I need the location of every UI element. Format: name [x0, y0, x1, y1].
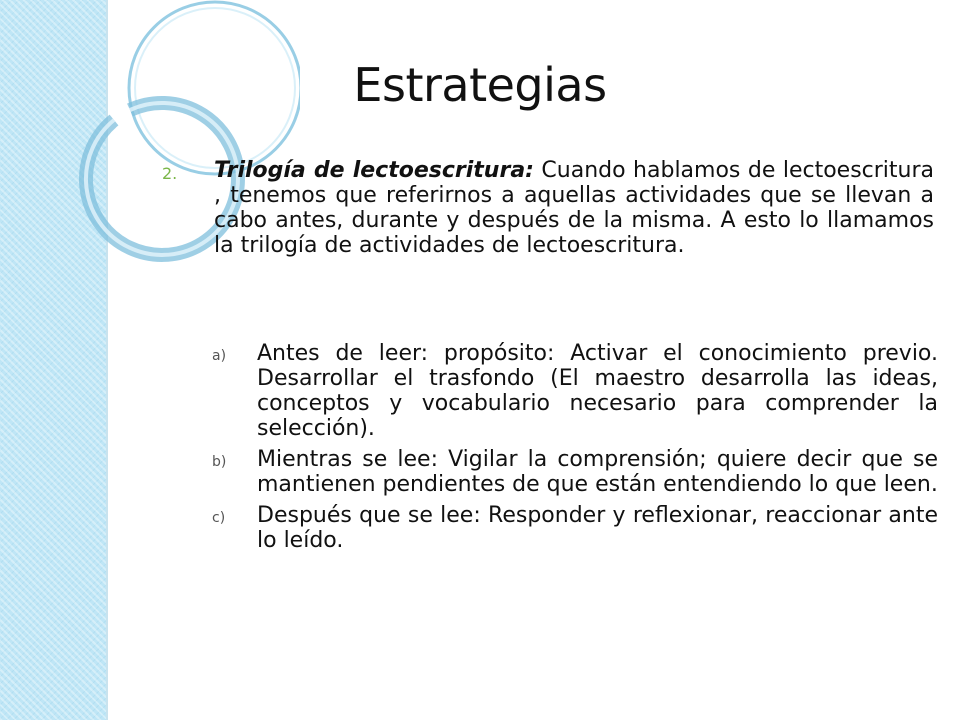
sub-list [212, 341, 938, 559]
sub-item [212, 503, 938, 553]
numbered-point [162, 158, 934, 258]
sub-item-marker: a) [212, 348, 227, 364]
point-number: 2. [162, 164, 178, 183]
sub-item-text: Antes de leer: propósito: Activar el conocimiento previo. Desarrollar el trasfondo (El maestro desarrolla las ideas, conceptos y vocabulario necesario para comprender la selección). [257, 341, 938, 441]
slide-title: Estrategias [353, 58, 607, 112]
sub-item [212, 447, 938, 497]
point-lead: Trilogía de lectoescritura: [214, 158, 534, 183]
sub-item-marker: b) [212, 454, 227, 470]
point-text [214, 158, 934, 258]
sub-item-text: Después que se lee: Responder y reflexionar, reaccionar ante lo leído. [257, 503, 938, 553]
sub-item-text: Mientras se lee: Vigilar la comprensión; quiere decir que se mantienen pendientes de que están entendiendo lo que leen. [257, 447, 938, 497]
sub-item [212, 341, 938, 441]
sub-item-marker: c) [212, 510, 226, 526]
point-body: Cuando hablamos de lectoescritura , tenemos que referirnos a aquellas actividades que se llevan a cabo antes, durante y después de la misma. A esto lo llamamos la trilogía de actividades de lectoescritura. [214, 158, 935, 258]
